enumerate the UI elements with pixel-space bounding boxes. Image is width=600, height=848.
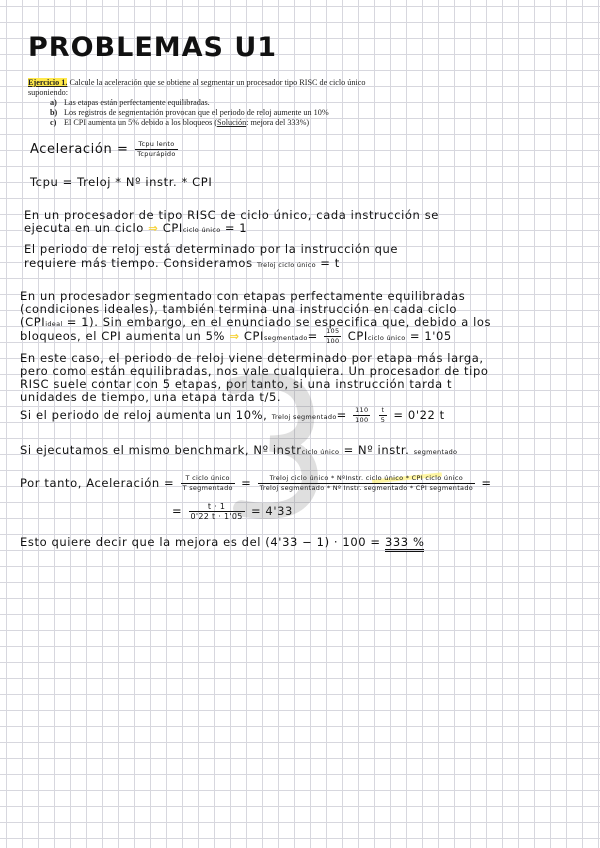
conclusion-line: Esto quiere decir que la mejora es del (4'33 − 1) · 100 = 333 %: [20, 536, 424, 549]
note-line: En un procesador de tipo RISC de ciclo único, cada instrucción se: [24, 208, 439, 222]
accel-result: = $\frac{t \cdot 1}{0'22 t \cdot 1'05}$ = 4'33: [172, 502, 293, 521]
note-line: unidades de tiempo, una etapa tarda t/5.: [20, 390, 282, 404]
note-line: requiere más tiempo. Consideramos Treloj ciclo único = t: [24, 256, 340, 270]
note-line: (condiciones ideales), también termina una instrucción en cada ciclo: [20, 302, 458, 316]
arrow-icon: ⇒: [229, 329, 240, 343]
note-line: El periodo de reloj está determinado por la instrucción que: [24, 242, 399, 256]
page-title: PROBLEMAS U1: [28, 32, 278, 63]
exercise-item: b) Los registros de segmentación provocan que el periodo de reloj aumente un 10%: [50, 108, 329, 117]
note-line: RISC suele contar con 5 etapas, por tanto, si una instrucción tarda t: [20, 377, 453, 391]
note-line: pero como están equilibradas, nos vale cualquiera. Un procesador de tipo: [20, 364, 489, 378]
exercise-item: a) Las etapas están perfectamente equilibradas.: [50, 98, 210, 107]
note-line: En un procesador segmentado con etapas perfectamente equilibradas: [20, 289, 466, 303]
note-line: bloqueos, el CPI aumenta un 5% ⇒ CPIsegmentado= $\frac{105}{100}$ CPIciclo único = 1'05: [20, 327, 452, 345]
note-line: En este caso, el periodo de reloj viene determinado por etapa más larga,: [20, 351, 484, 365]
note-line: (CPIideal = 1). Sin embargo, en el enunciado se especifica que, debido a los: [20, 315, 492, 329]
note-line: ejecuta en un ciclo ⇒ CPIciclo único = 1: [24, 221, 248, 235]
exercise-item: c) El CPI aumenta un 5% debido a los bloqueos (Solución: mejora del 333%): [50, 118, 310, 127]
final-answer: 333 %: [385, 535, 425, 552]
accel-derivation: Por tanto, Aceleración = $\frac{\text{T ciclo único}}{\text{T segmentado}}$ = $\frac{\text{Treloj ciclo único * NºInstr. ciclo único * CPI ciclo único}}{\text{Treloj segmentado * Nº Instr. segmentado * CPI segmentado}}$ =: [20, 474, 492, 492]
tcpu-formula: Tcpu = Treloj * Nº instr. * CPI: [30, 175, 213, 189]
arrow-icon: ⇒: [148, 221, 159, 235]
exercise-label: Ejercicio 1.: [28, 78, 68, 87]
watermark-logo: [180, 350, 360, 530]
note-line: Si ejecutamos el mismo benchmark, Nº instrciclo único = Nº instr. segmentado: [20, 443, 458, 457]
note-line: Si el periodo de reloj aumenta un 10%, Treloj segmentado= $\frac{110}{100}$ $\frac{t}{5}$ = 0'22 t: [20, 406, 445, 424]
accel-formula: Aceleración = $\frac{\text{Tcpu lento}}{\text{Tcpurápido}}$: [30, 140, 176, 158]
exercise-statement: Ejercicio 1. Calcule la aceleración que se obtiene al segmentar un procesador tipo RISC de ciclo único suponiendo: a) Las etapas están perfectamente equilibradas. b) Los registros de segmentación provocan que el periodo de reloj aumente un 10% c) El CPI aumenta un 5% debido a los bloqueos (Solución: mejora del 333%): [28, 78, 458, 128]
